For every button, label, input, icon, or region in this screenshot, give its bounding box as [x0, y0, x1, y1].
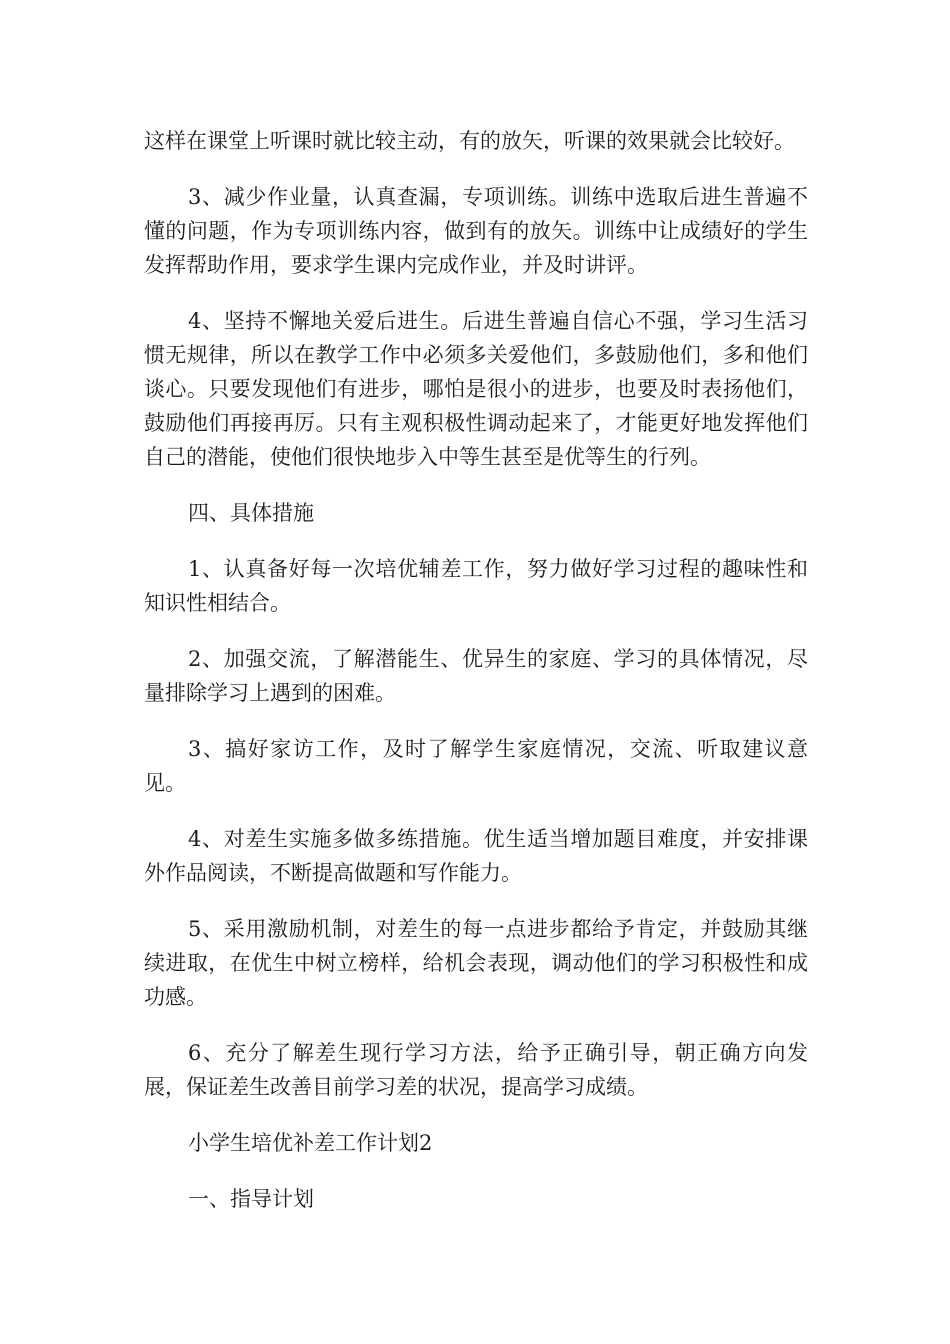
- section-heading-measures: 四、具体措施: [188, 501, 314, 525]
- section-heading-guidance: 一、指导计划: [188, 1187, 314, 1211]
- paragraph-measure-2: 2、加强交流，了解潜能生、优异生的家庭、学习的具体情况，尽量排除学习上遇到的困难。: [144, 647, 808, 705]
- paragraph-measure-5: 5、采用激励机制，对差生的每一点进步都给予肯定，并鼓励其继续进取，在优生中树立榜样，给机会表现，调动他们的学习积极性和成功感。: [144, 917, 808, 1009]
- paragraph-item-4-care: 4、坚持不懈地关爱后进生。后进生普遍自信心不强，学习生活习惯无规律，所以在教学工作中必须多关爱他们，多鼓励他们，多和他们谈心。只要发现他们有进步，哪怕是很小的进步，也要及时表扬他们，鼓励他们再接再厉。只有主观积极性调动起来了，才能更好地发挥他们自己的潜能，使他们很快地步入中等生甚至是优等生的行列。: [144, 309, 808, 469]
- paragraph-item-3-homework: 3、减少作业量，认真查漏，专项训练。训练中选取后进生普遍不懂的问题，作为专项训练内容，做到有的放矢。训练中让成绩好的学生发挥帮助作用，要求学生课内完成作业，并及时讲评。: [144, 185, 808, 277]
- paragraph-continuation: 这样在课堂上听课时就比较主动，有的放矢，听课的效果就会比较好。: [144, 129, 795, 153]
- paragraph-measure-3: 3、搞好家访工作，及时了解学生家庭情况，交流、听取建议意见。: [144, 737, 808, 795]
- paragraph-measure-6: 6、充分了解差生现行学习方法，给予正确引导，朝正确方向发展，保证差生改善目前学习差的状况，提高学习成绩。: [144, 1041, 808, 1099]
- document-title-plan-2: 小学生培优补差工作计划2: [188, 1131, 433, 1155]
- document-body: [144, 124, 808, 1238]
- paragraph-measure-1: 1、认真备好每一次培优辅差工作，努力做好学习过程的趣味性和知识性相结合。: [144, 557, 808, 615]
- paragraph-measure-4: 4、对差生实施多做多练措施。优生适当增加题目难度，并安排课外作品阅读，不断提高做题和写作能力。: [144, 827, 808, 885]
